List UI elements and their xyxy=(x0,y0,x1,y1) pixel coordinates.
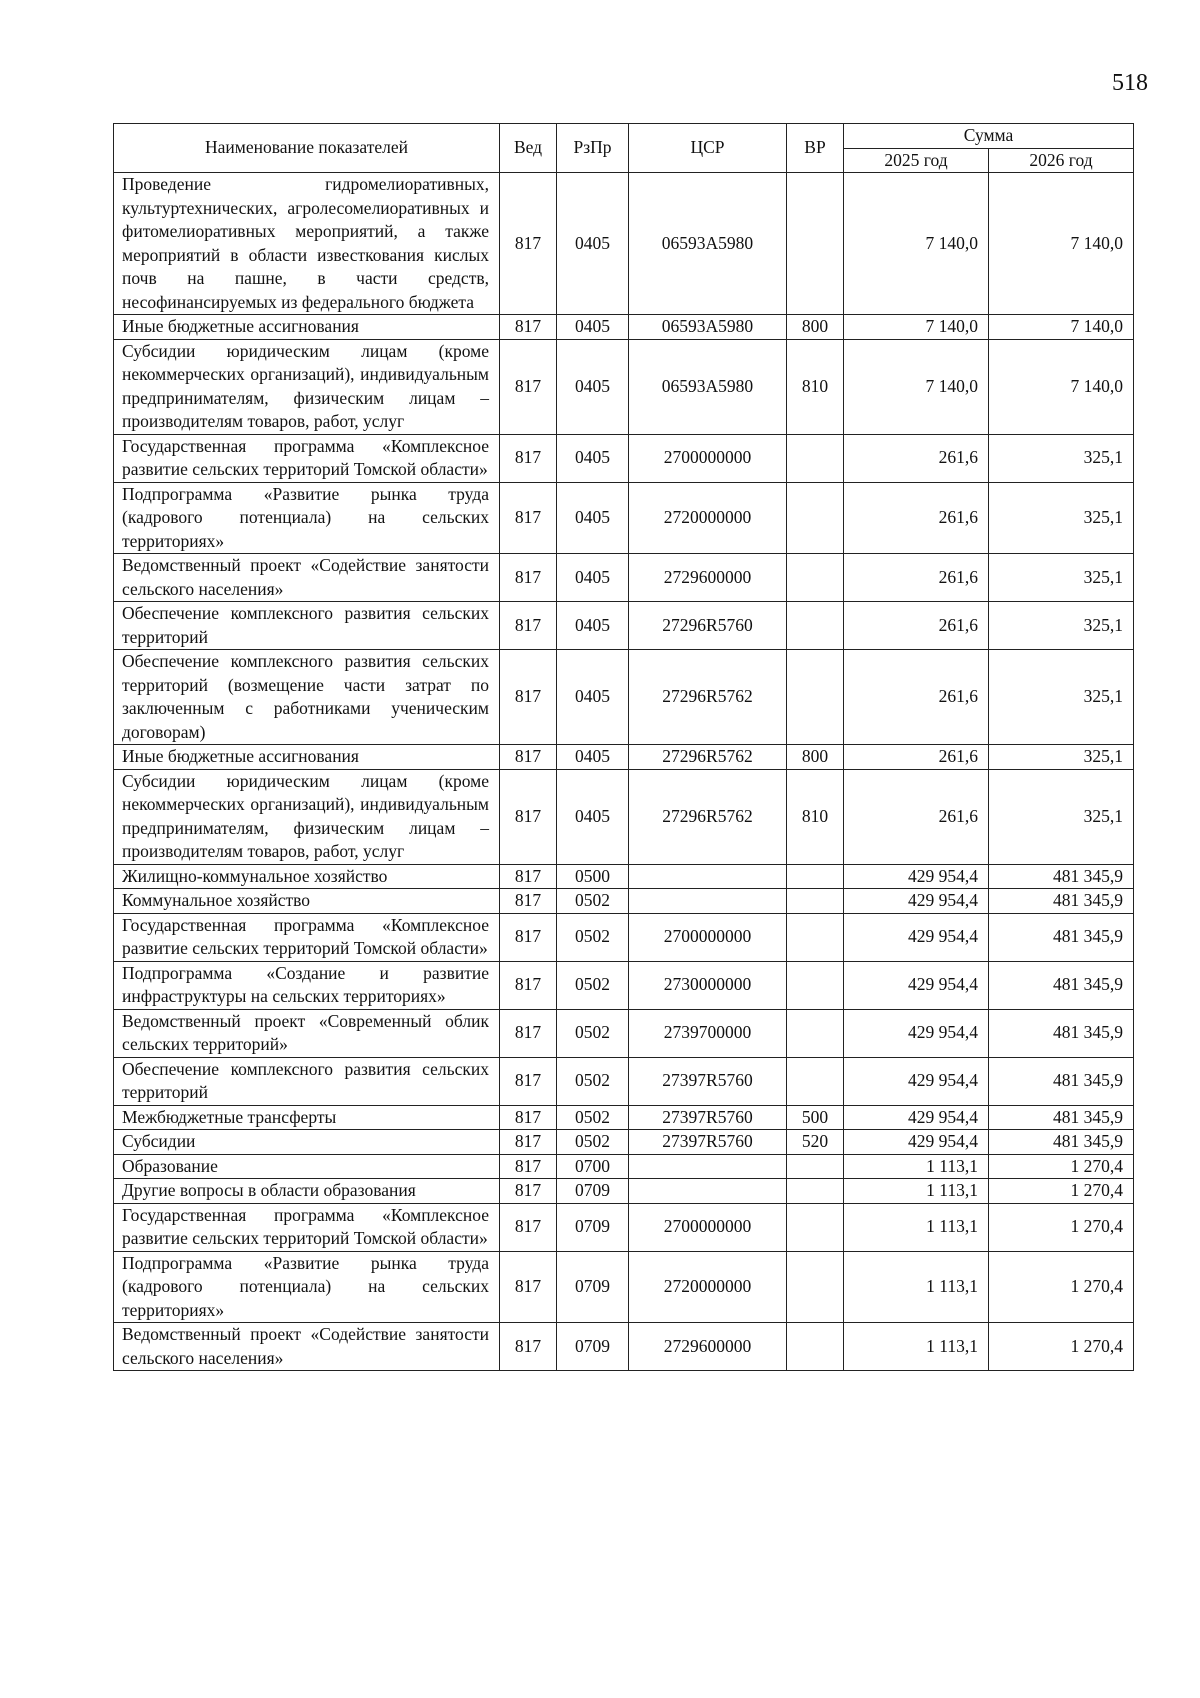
row-name: Образование xyxy=(114,1154,500,1179)
row-sum-2025: 1 113,1 xyxy=(844,1251,989,1323)
row-ved: 817 xyxy=(500,1251,557,1323)
page-number: 518 xyxy=(1112,70,1148,96)
row-sum-2026: 481 345,9 xyxy=(989,889,1134,914)
row-sum-2026: 1 270,4 xyxy=(989,1154,1134,1179)
row-sum-2025: 7 140,0 xyxy=(844,173,989,315)
row-vr xyxy=(787,482,844,554)
row-csr: 27397R5760 xyxy=(629,1105,787,1130)
row-sum-2025: 429 954,4 xyxy=(844,1105,989,1130)
row-sum-2025: 7 140,0 xyxy=(844,339,989,434)
row-name: Государственная программа «Комплексное развитие сельских территорий Томской области» xyxy=(114,434,500,482)
row-ved: 817 xyxy=(500,769,557,864)
table-row xyxy=(114,961,1134,1009)
row-sum-2025: 429 954,4 xyxy=(844,889,989,914)
row-sum-2026: 481 345,9 xyxy=(989,864,1134,889)
row-sum-2026: 7 140,0 xyxy=(989,315,1134,340)
row-vr: 810 xyxy=(787,769,844,864)
row-vr xyxy=(787,913,844,961)
row-sum-2025: 1 113,1 xyxy=(844,1154,989,1179)
row-vr xyxy=(787,602,844,650)
table-row xyxy=(114,1323,1134,1371)
row-name: Подпрограмма «Развитие рынка труда (кадрового потенциала) на сельских территориях» xyxy=(114,1251,500,1323)
row-name: Государственная программа «Комплексное развитие сельских территорий Томской области» xyxy=(114,1203,500,1251)
row-vr xyxy=(787,1009,844,1057)
row-sum-2026: 325,1 xyxy=(989,769,1134,864)
row-sum-2025: 429 954,4 xyxy=(844,864,989,889)
row-vr xyxy=(787,1203,844,1251)
header-ved: Вед xyxy=(500,124,557,173)
table-row xyxy=(114,1251,1134,1323)
row-sum-2025: 1 113,1 xyxy=(844,1179,989,1204)
row-rzpr: 0502 xyxy=(557,913,629,961)
row-csr: 2729600000 xyxy=(629,1323,787,1371)
row-vr: 810 xyxy=(787,339,844,434)
header-year-2025: 2025 год xyxy=(844,148,989,173)
row-sum-2025: 429 954,4 xyxy=(844,913,989,961)
row-sum-2025: 429 954,4 xyxy=(844,1130,989,1155)
row-vr xyxy=(787,554,844,602)
row-name: Подпрограмма «Развитие рынка труда (кадрового потенциала) на сельских территориях» xyxy=(114,482,500,554)
row-name: Коммунальное хозяйство xyxy=(114,889,500,914)
row-sum-2026: 325,1 xyxy=(989,602,1134,650)
row-ved: 817 xyxy=(500,1179,557,1204)
header-csr: ЦСР xyxy=(629,124,787,173)
row-sum-2026: 481 345,9 xyxy=(989,1130,1134,1155)
row-csr: 06593A5980 xyxy=(629,315,787,340)
row-csr xyxy=(629,1154,787,1179)
row-name: Ведомственный проект «Современный облик сельских территорий» xyxy=(114,1009,500,1057)
row-sum-2026: 481 345,9 xyxy=(989,1057,1134,1105)
row-ved: 817 xyxy=(500,913,557,961)
row-rzpr: 0502 xyxy=(557,889,629,914)
table-row xyxy=(114,864,1134,889)
row-name: Иные бюджетные ассигнования xyxy=(114,745,500,770)
row-sum-2025: 261,6 xyxy=(844,769,989,864)
row-sum-2026: 325,1 xyxy=(989,554,1134,602)
header-rzpr: РзПр xyxy=(557,124,629,173)
row-csr: 27296R5760 xyxy=(629,602,787,650)
row-ved: 817 xyxy=(500,1203,557,1251)
table-body xyxy=(114,173,1134,1371)
row-sum-2026: 1 270,4 xyxy=(989,1251,1134,1323)
row-csr: 2739700000 xyxy=(629,1009,787,1057)
row-vr xyxy=(787,434,844,482)
row-ved: 817 xyxy=(500,554,557,602)
row-vr: 520 xyxy=(787,1130,844,1155)
table-row xyxy=(114,769,1134,864)
row-name: Субсидии xyxy=(114,1130,500,1155)
row-name: Межбюджетные трансферты xyxy=(114,1105,500,1130)
row-ved: 817 xyxy=(500,602,557,650)
row-sum-2025: 429 954,4 xyxy=(844,1009,989,1057)
row-csr xyxy=(629,864,787,889)
table-row xyxy=(114,602,1134,650)
row-sum-2026: 325,1 xyxy=(989,482,1134,554)
row-vr xyxy=(787,173,844,315)
row-rzpr: 0500 xyxy=(557,864,629,889)
table-row xyxy=(114,1009,1134,1057)
row-sum-2026: 7 140,0 xyxy=(989,339,1134,434)
header-year-2026: 2026 год xyxy=(989,148,1134,173)
table-row xyxy=(114,173,1134,315)
row-csr: 27397R5760 xyxy=(629,1057,787,1105)
table-row xyxy=(114,482,1134,554)
row-ved: 817 xyxy=(500,1057,557,1105)
row-sum-2025: 261,6 xyxy=(844,650,989,745)
row-rzpr: 0700 xyxy=(557,1154,629,1179)
row-name: Субсидии юридическим лицам (кроме некоммерческих организаций), индивидуальным предпринимателям, физическим лицам – производителям товаров, работ, услуг xyxy=(114,769,500,864)
table-row xyxy=(114,913,1134,961)
row-rzpr: 0502 xyxy=(557,1057,629,1105)
row-csr: 2700000000 xyxy=(629,434,787,482)
row-sum-2025: 261,6 xyxy=(844,745,989,770)
row-rzpr: 0405 xyxy=(557,745,629,770)
row-rzpr: 0405 xyxy=(557,482,629,554)
row-vr: 800 xyxy=(787,315,844,340)
row-ved: 817 xyxy=(500,434,557,482)
row-name: Обеспечение комплексного развития сельских территорий (возмещение части затрат по заключенным с работниками ученическим договорам) xyxy=(114,650,500,745)
row-csr: 06593A5980 xyxy=(629,173,787,315)
row-rzpr: 0405 xyxy=(557,554,629,602)
row-name: Проведение гидромелиоративных, культуртехнических, агролесомелиоративных и фитомелиоративных мероприятий, а также мероприятий в области известкования кислых почв на пашне, в части средств, несофинансируемых из федерального бюджета xyxy=(114,173,500,315)
row-sum-2025: 261,6 xyxy=(844,482,989,554)
row-rzpr: 0405 xyxy=(557,434,629,482)
row-sum-2026: 481 345,9 xyxy=(989,913,1134,961)
row-rzpr: 0502 xyxy=(557,961,629,1009)
row-sum-2026: 7 140,0 xyxy=(989,173,1134,315)
row-csr xyxy=(629,889,787,914)
row-name: Субсидии юридическим лицам (кроме некоммерческих организаций), индивидуальным предпринимателям, физическим лицам – производителям товаров, работ, услуг xyxy=(114,339,500,434)
row-sum-2026: 481 345,9 xyxy=(989,1009,1134,1057)
row-name: Иные бюджетные ассигнования xyxy=(114,315,500,340)
row-ved: 817 xyxy=(500,315,557,340)
row-csr: 27296R5762 xyxy=(629,769,787,864)
header-name: Наименование показателей xyxy=(114,124,500,173)
row-rzpr: 0405 xyxy=(557,339,629,434)
row-ved: 817 xyxy=(500,1130,557,1155)
row-sum-2026: 1 270,4 xyxy=(989,1323,1134,1371)
header-sum: Сумма xyxy=(844,124,1134,149)
row-ved: 817 xyxy=(500,650,557,745)
table-row xyxy=(114,745,1134,770)
row-ved: 817 xyxy=(500,1009,557,1057)
row-ved: 817 xyxy=(500,1105,557,1130)
row-rzpr: 0502 xyxy=(557,1130,629,1155)
row-sum-2026: 481 345,9 xyxy=(989,961,1134,1009)
row-rzpr: 0709 xyxy=(557,1323,629,1371)
row-rzpr: 0405 xyxy=(557,315,629,340)
row-vr xyxy=(787,1057,844,1105)
row-csr: 06593A5980 xyxy=(629,339,787,434)
row-rzpr: 0709 xyxy=(557,1203,629,1251)
row-vr xyxy=(787,1179,844,1204)
row-csr: 2700000000 xyxy=(629,1203,787,1251)
row-vr xyxy=(787,961,844,1009)
row-vr xyxy=(787,650,844,745)
row-ved: 817 xyxy=(500,961,557,1009)
table-row xyxy=(114,434,1134,482)
row-ved: 817 xyxy=(500,339,557,434)
row-name: Государственная программа «Комплексное развитие сельских территорий Томской области» xyxy=(114,913,500,961)
row-ved: 817 xyxy=(500,889,557,914)
row-csr: 2730000000 xyxy=(629,961,787,1009)
row-sum-2025: 7 140,0 xyxy=(844,315,989,340)
row-name: Подпрограмма «Создание и развитие инфраструктуры на сельских территориях» xyxy=(114,961,500,1009)
table-row xyxy=(114,650,1134,745)
row-rzpr: 0502 xyxy=(557,1009,629,1057)
row-csr xyxy=(629,1179,787,1204)
table-row xyxy=(114,339,1134,434)
row-ved: 817 xyxy=(500,745,557,770)
row-sum-2026: 1 270,4 xyxy=(989,1203,1134,1251)
row-vr: 800 xyxy=(787,745,844,770)
row-sum-2026: 481 345,9 xyxy=(989,1105,1134,1130)
row-vr xyxy=(787,1323,844,1371)
row-ved: 817 xyxy=(500,864,557,889)
row-ved: 817 xyxy=(500,173,557,315)
row-name: Обеспечение комплексного развития сельских территорий xyxy=(114,1057,500,1105)
table-row xyxy=(114,554,1134,602)
row-csr: 2720000000 xyxy=(629,1251,787,1323)
header-vr: ВР xyxy=(787,124,844,173)
row-vr xyxy=(787,1154,844,1179)
row-vr xyxy=(787,1251,844,1323)
row-name: Обеспечение комплексного развития сельских территорий xyxy=(114,602,500,650)
row-sum-2026: 325,1 xyxy=(989,434,1134,482)
row-csr: 27397R5760 xyxy=(629,1130,787,1155)
row-sum-2025: 429 954,4 xyxy=(844,1057,989,1105)
row-ved: 817 xyxy=(500,482,557,554)
row-csr: 27296R5762 xyxy=(629,745,787,770)
row-name: Жилищно-коммунальное хозяйство xyxy=(114,864,500,889)
row-name: Ведомственный проект «Содействие занятости сельского населения» xyxy=(114,554,500,602)
row-name: Ведомственный проект «Содействие занятости сельского населения» xyxy=(114,1323,500,1371)
row-vr xyxy=(787,864,844,889)
row-rzpr: 0502 xyxy=(557,1105,629,1130)
row-sum-2026: 325,1 xyxy=(989,650,1134,745)
row-sum-2025: 1 113,1 xyxy=(844,1203,989,1251)
row-ved: 817 xyxy=(500,1154,557,1179)
row-sum-2025: 429 954,4 xyxy=(844,961,989,1009)
row-sum-2025: 261,6 xyxy=(844,602,989,650)
row-csr: 2729600000 xyxy=(629,554,787,602)
row-rzpr: 0709 xyxy=(557,1179,629,1204)
row-rzpr: 0405 xyxy=(557,602,629,650)
row-sum-2026: 1 270,4 xyxy=(989,1179,1134,1204)
row-rzpr: 0405 xyxy=(557,769,629,864)
budget-table xyxy=(113,123,1134,1371)
row-rzpr: 0405 xyxy=(557,173,629,315)
row-ved: 817 xyxy=(500,1323,557,1371)
table-row xyxy=(114,315,1134,340)
table-row xyxy=(114,1203,1134,1251)
table-row xyxy=(114,889,1134,914)
row-rzpr: 0405 xyxy=(557,650,629,745)
row-sum-2025: 1 113,1 xyxy=(844,1323,989,1371)
table-row xyxy=(114,1057,1134,1105)
row-csr: 2700000000 xyxy=(629,913,787,961)
row-vr xyxy=(787,889,844,914)
row-vr: 500 xyxy=(787,1105,844,1130)
table-row xyxy=(114,1130,1134,1155)
row-csr: 2720000000 xyxy=(629,482,787,554)
row-sum-2025: 261,6 xyxy=(844,434,989,482)
row-name: Другие вопросы в области образования xyxy=(114,1179,500,1204)
table-row xyxy=(114,1105,1134,1130)
row-csr: 27296R5762 xyxy=(629,650,787,745)
table-row xyxy=(114,1154,1134,1179)
row-sum-2026: 325,1 xyxy=(989,745,1134,770)
table-row xyxy=(114,1179,1134,1204)
row-sum-2025: 261,6 xyxy=(844,554,989,602)
row-rzpr: 0709 xyxy=(557,1251,629,1323)
